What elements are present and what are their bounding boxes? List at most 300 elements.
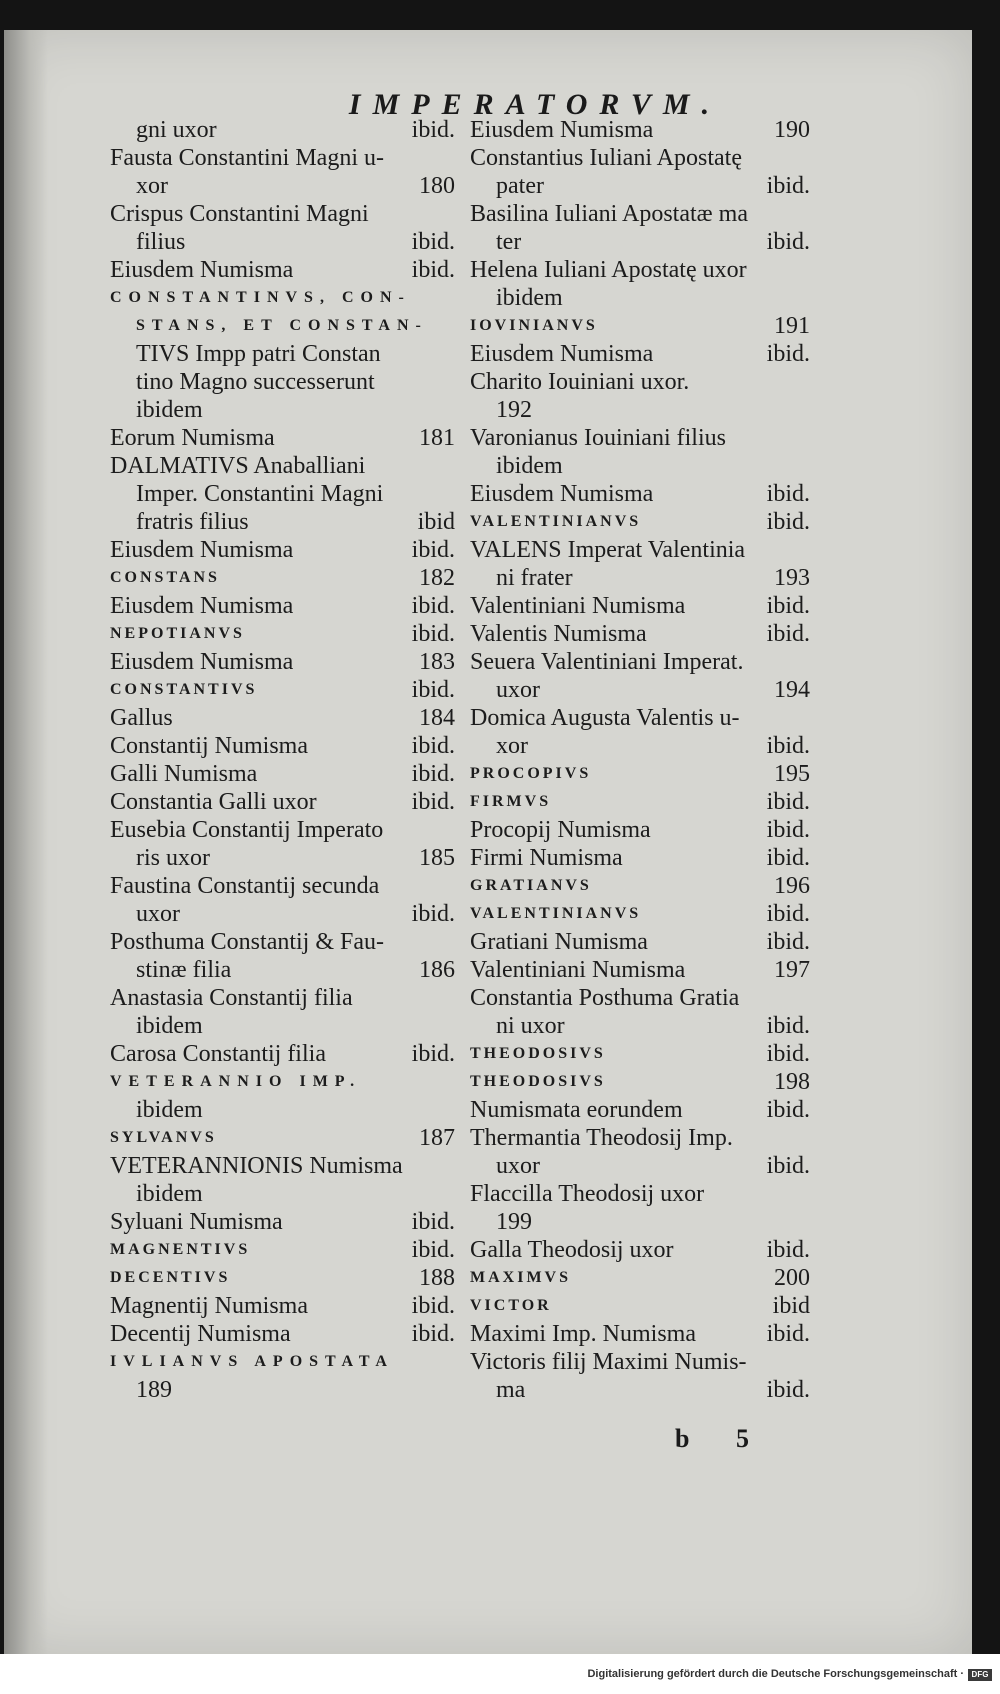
entry-text: THEODOSIVS (470, 1073, 606, 1090)
index-entry (470, 1348, 810, 1404)
page-reference: 182 (419, 565, 455, 591)
entry-text: ibidem (496, 453, 563, 479)
entry-line (470, 1124, 810, 1152)
entry-line (470, 676, 810, 704)
index-entry (110, 256, 455, 284)
index-entry (470, 984, 810, 1040)
index-entry (470, 788, 810, 816)
page-reference: ibid. (766, 901, 810, 927)
page-reference: ibid. (766, 1041, 810, 1067)
entry-line (470, 1292, 810, 1320)
index-entry (110, 928, 455, 984)
index-entry (110, 564, 455, 592)
entry-line (110, 424, 455, 452)
index-entry (110, 1320, 455, 1348)
entry-text: Seuera Valentiniani Imperat. (470, 649, 744, 675)
index-entry (470, 816, 810, 844)
index-entry (110, 1124, 455, 1152)
entry-line (110, 900, 455, 928)
entry-line (110, 396, 455, 424)
entry-line (110, 144, 455, 172)
entry-line (110, 648, 455, 676)
entry-line (110, 1376, 455, 1404)
page-reference: ibid. (766, 817, 810, 843)
entry-text: uxor (496, 1153, 540, 1179)
index-entry (470, 1040, 810, 1068)
entry-text: Varonianus Iouiniani filius (470, 425, 726, 451)
entry-line (110, 1264, 455, 1292)
entry-text: ibidem (136, 1097, 203, 1123)
entry-line (110, 368, 455, 396)
entry-line (110, 1236, 455, 1264)
index-entry (110, 1264, 455, 1292)
page-reference: ibid. (766, 173, 810, 199)
index-entry (110, 1040, 455, 1068)
entry-text: THEODOSIVS (470, 1045, 606, 1062)
index-entry (470, 200, 810, 256)
page-reference: ibid. (766, 845, 810, 871)
index-entry (470, 480, 810, 508)
entry-text: stinæ filia (136, 957, 232, 983)
page-reference: ibid. (411, 593, 455, 619)
entry-text: Anastasia Constantij filia (110, 985, 353, 1011)
entry-line (110, 536, 455, 564)
index-entry (470, 312, 810, 340)
entry-text: Imper. Constantini Magni (136, 481, 384, 507)
entry-line (470, 1264, 810, 1292)
index-entry (110, 424, 455, 452)
entry-text: CONSTANTIVS (110, 681, 258, 698)
page-reference: 191 (774, 313, 810, 339)
entry-text: DALMATIVS Anaballiani (110, 453, 366, 479)
entry-text: Basilina Iuliani Apostatæ ma (470, 201, 748, 227)
index-entry (110, 984, 455, 1040)
index-entry (470, 872, 810, 900)
index-entry (110, 536, 455, 564)
entry-text: GRATIANVS (470, 877, 592, 894)
page-reference: ibid. (766, 1237, 810, 1263)
entry-line (470, 956, 810, 984)
page-reference: 193 (774, 565, 810, 591)
entry-text: Carosa Constantij filia (110, 1041, 326, 1067)
page-reference: ibid (772, 1293, 810, 1319)
entry-text: STANS, ET CONSTAN- (136, 317, 428, 334)
entry-text: Eiusdem Numisma (110, 257, 294, 283)
entry-line (110, 452, 455, 480)
entry-line (470, 564, 810, 592)
index-entry (470, 1124, 810, 1180)
entry-text: xor (136, 173, 168, 199)
page-gutter-shadow (4, 30, 48, 1654)
entry-text: Decentij Numisma (110, 1321, 291, 1347)
entry-text: filius (136, 229, 186, 255)
entry-line (470, 1040, 810, 1068)
page-reference: ibid. (411, 257, 455, 283)
digitization-credit: Digitalisierung gefördert durch die Deutsche Forschungsgemeinschaft · (587, 1668, 964, 1680)
entry-text: ter (496, 229, 522, 255)
entry-line (110, 256, 455, 284)
index-entry (110, 1068, 455, 1124)
index-entry (110, 116, 455, 144)
entry-text: Victoris filij Maximi Numis- (470, 1349, 747, 1375)
index-entry (470, 368, 810, 424)
entry-text: Gratiani Numisma (470, 929, 648, 955)
entry-text: Flaccilla Theodosij uxor (470, 1181, 705, 1207)
entry-text: ris uxor (136, 845, 210, 871)
index-entry (110, 200, 455, 256)
entry-line (470, 760, 810, 788)
page-reference: ibid. (766, 481, 810, 507)
index-entry (110, 732, 455, 760)
entry-line (110, 1124, 455, 1152)
index-entry (470, 620, 810, 648)
index-entry (470, 424, 810, 480)
entry-line (110, 704, 455, 732)
page-reference: ibid. (411, 677, 455, 703)
entry-line (110, 1348, 455, 1376)
entry-line (110, 676, 455, 704)
entry-line (470, 1236, 810, 1264)
running-header: IMPERATORVM. (348, 88, 722, 121)
entry-text: MAGNENTIVS (110, 1241, 251, 1258)
entry-text: Gallus (110, 705, 173, 731)
entry-text: Charito Iouiniani uxor. (470, 369, 690, 395)
page-reference: ibid. (411, 229, 455, 255)
entry-line (470, 1348, 810, 1376)
entry-line (470, 340, 810, 368)
index-entry (110, 1292, 455, 1320)
entry-text: Valentiniani Numisma (470, 593, 686, 619)
entry-text: Constantia Galli uxor (110, 789, 317, 815)
entry-text: Syluani Numisma (110, 1209, 283, 1235)
index-entry (470, 1292, 810, 1320)
index-entry (470, 144, 810, 200)
page-reference: 181 (419, 425, 455, 451)
index-entry (470, 1236, 810, 1264)
page-reference: ibid. (411, 1321, 455, 1347)
index-entry (110, 592, 455, 620)
entry-text: IOVINIANVS (470, 317, 598, 334)
index-entry (110, 788, 455, 816)
entry-text: VALENTINIANVS (470, 513, 642, 530)
entry-text: Valentiniani Numisma (470, 957, 686, 983)
dfg-logo: DFG (968, 1669, 992, 1681)
entry-line (470, 984, 810, 1012)
page-reference: 198 (774, 1069, 810, 1095)
entry-text: Crispus Constantini Magni (110, 201, 369, 227)
page-reference: ibid. (411, 733, 455, 759)
entry-line (110, 1040, 455, 1068)
entry-line (110, 1292, 455, 1320)
page-reference: 187 (419, 1125, 455, 1151)
page-reference: ibid. (411, 1293, 455, 1319)
entry-line (110, 844, 455, 872)
entry-text: Eorum Numisma (110, 425, 275, 451)
page-reference: ibid. (766, 1377, 810, 1403)
page-reference: ibid. (411, 1209, 455, 1235)
entry-text: ibidem (496, 285, 563, 311)
index-entry (110, 816, 455, 872)
entry-text: CONSTANS (110, 569, 220, 586)
entry-text: SYLVANVS (110, 1129, 217, 1146)
entry-line (470, 1152, 810, 1180)
entry-line (470, 284, 810, 312)
entry-line (110, 732, 455, 760)
entry-line (470, 592, 810, 620)
entry-text: Magnentij Numisma (110, 1293, 308, 1319)
page-reference: 190 (774, 117, 810, 143)
page-reference: 196 (774, 873, 810, 899)
entry-text: MAXIMVS (470, 1269, 571, 1286)
entry-line (110, 564, 455, 592)
entry-text: TIVS Impp patri Constan (136, 341, 381, 367)
entry-line (470, 368, 810, 396)
entry-text: FIRMVS (470, 793, 552, 810)
entry-line (470, 172, 810, 200)
entry-text: Constantia Posthuma Gratia (470, 985, 740, 1011)
entry-text: Constantius Iuliani Apostatę (470, 145, 742, 171)
entry-line (110, 620, 455, 648)
index-entry (470, 256, 810, 312)
index-entry (110, 872, 455, 928)
entry-text: Faustina Constantij secunda (110, 873, 380, 899)
index-entry (470, 648, 810, 704)
page-reference: ibid. (411, 901, 455, 927)
right-column (470, 116, 810, 1404)
index-entry (110, 648, 455, 676)
entry-text: Firmi Numisma (470, 845, 623, 871)
page-reference: ibid. (766, 929, 810, 955)
entry-text: gni uxor (136, 117, 217, 143)
entry-line (110, 116, 455, 144)
entry-line (470, 424, 810, 452)
entry-text: Eiusdem Numisma (470, 117, 654, 143)
page-reference: 180 (419, 173, 455, 199)
entry-text: Maximi Imp. Numisma (470, 1321, 696, 1347)
entry-line (470, 844, 810, 872)
index-entry (470, 536, 810, 592)
entry-text: ni uxor (496, 1013, 565, 1039)
page-reference: ibid. (766, 733, 810, 759)
entry-text: ibidem (136, 397, 203, 423)
entry-text: VETERANNIONIS Numisma (110, 1153, 403, 1179)
entry-text: Helena Iuliani Apostatę uxor (470, 257, 747, 283)
entry-line (470, 396, 810, 424)
entry-line (110, 592, 455, 620)
entry-line (470, 620, 810, 648)
left-column (110, 116, 455, 1404)
index-entry (470, 340, 810, 368)
entry-text: 199 (496, 1209, 532, 1235)
entry-line (470, 788, 810, 816)
signature-mark: b 5 (675, 1424, 769, 1453)
page-reference: ibid. (411, 621, 455, 647)
entry-line (470, 1376, 810, 1404)
entry-text: Numismata eorundem (470, 1097, 683, 1123)
entry-line (110, 1012, 455, 1040)
entry-line (110, 1068, 455, 1096)
page-reference: 183 (419, 649, 455, 675)
entry-text: VETERANNIO IMP. (110, 1073, 362, 1090)
index-entry (470, 760, 810, 788)
entry-line (470, 1096, 810, 1124)
entry-text: 192 (496, 397, 532, 423)
page-reference: 194 (774, 677, 810, 703)
entry-line (470, 928, 810, 956)
entry-text: VALENS Imperat Valentinia (470, 537, 746, 563)
page-reference: ibid. (411, 1237, 455, 1263)
page-reference: ibid. (766, 341, 810, 367)
entry-text: VALENTINIANVS (470, 905, 642, 922)
entry-line (470, 900, 810, 928)
entry-line (470, 200, 810, 228)
entry-line (470, 1068, 810, 1096)
entry-text: Eiusdem Numisma (470, 481, 654, 507)
page-reference: 200 (774, 1265, 810, 1291)
page-reference: ibid (417, 509, 455, 535)
entry-text: Galla Theodosij uxor (470, 1237, 674, 1263)
entry-text: Fausta Constantini Magni u- (110, 145, 384, 171)
entry-line (110, 200, 455, 228)
entry-text: pater (496, 173, 544, 199)
entry-line (110, 928, 455, 956)
page-reference: ibid. (766, 509, 810, 535)
entry-line (470, 648, 810, 676)
entry-text: xor (496, 733, 528, 759)
index-entry (470, 1264, 810, 1292)
index-entry (470, 1096, 810, 1124)
page-reference: ibid. (766, 1321, 810, 1347)
entry-line (110, 340, 455, 368)
index-entry (110, 144, 455, 200)
index-entry (470, 1180, 810, 1236)
entry-text: Constantij Numisma (110, 733, 308, 759)
entry-line (470, 480, 810, 508)
page-reference: ibid. (766, 621, 810, 647)
entry-line (470, 116, 810, 144)
page-reference: ibid. (411, 537, 455, 563)
page-reference: ibid. (766, 789, 810, 815)
entry-line (110, 816, 455, 844)
entry-line (110, 480, 455, 508)
index-entry (470, 928, 810, 956)
index-entry (470, 704, 810, 760)
index-entry (110, 1236, 455, 1264)
page-reference: 197 (774, 957, 810, 983)
page-reference: ibid. (766, 1153, 810, 1179)
entry-text: VICTOR (470, 1297, 552, 1314)
index-entry (110, 704, 455, 732)
entry-text: uxor (496, 677, 540, 703)
entry-line (470, 144, 810, 172)
index-entry (110, 1208, 455, 1236)
page-reference: ibid. (411, 1041, 455, 1067)
entry-line (110, 312, 455, 340)
page-reference: ibid. (411, 117, 455, 143)
entry-line (470, 1180, 810, 1208)
index-entry (110, 760, 455, 788)
entry-text: tino Magno successerunt (136, 369, 375, 395)
entry-line (470, 452, 810, 480)
entry-line (110, 172, 455, 200)
entry-line (110, 508, 455, 536)
page-reference: 184 (419, 705, 455, 731)
entry-line (470, 1208, 810, 1236)
entry-line (470, 816, 810, 844)
page-reference: ibid. (766, 593, 810, 619)
entry-text: ni frater (496, 565, 573, 591)
page-reference: ibid. (766, 1097, 810, 1123)
entry-line (470, 228, 810, 256)
entry-line (470, 508, 810, 536)
entry-line (110, 872, 455, 900)
entry-text: Galli Numisma (110, 761, 258, 787)
index-entry (110, 1348, 455, 1404)
index-entry (110, 676, 455, 704)
page-reference: ibid. (766, 229, 810, 255)
entry-text: CONSTANTINVS, CON- (110, 289, 411, 306)
entry-text: NEPOTIANVS (110, 625, 245, 642)
index-entry (470, 844, 810, 872)
entry-line (110, 760, 455, 788)
entry-line (110, 1096, 455, 1124)
index-entry (470, 1320, 810, 1348)
entry-text: ibidem (136, 1013, 203, 1039)
entry-text: fratris filius (136, 509, 249, 535)
entry-text: ibidem (136, 1181, 203, 1207)
entry-text: Valentis Numisma (470, 621, 647, 647)
entry-text: Eiusdem Numisma (470, 341, 654, 367)
entry-line (470, 732, 810, 760)
entry-text: Posthuma Constantij & Fau- (110, 929, 385, 955)
entry-line (470, 1320, 810, 1348)
index-entry (470, 1068, 810, 1096)
index-entry (110, 452, 455, 536)
index-entry (110, 1152, 455, 1208)
entry-text: IVLIANVS APOSTATA (110, 1353, 394, 1370)
entry-text: PROCOPIVS (470, 765, 592, 782)
page-reference: ibid. (411, 789, 455, 815)
entry-line (470, 1012, 810, 1040)
entry-line (110, 228, 455, 256)
page-reference: 186 (419, 957, 455, 983)
page-reference: ibid. (411, 761, 455, 787)
entry-line (110, 984, 455, 1012)
page-reference: 195 (774, 761, 810, 787)
index-entry (470, 900, 810, 928)
entry-text: Thermantia Theodosij Imp. (470, 1125, 733, 1151)
entry-line (110, 1180, 455, 1208)
entry-line (470, 704, 810, 732)
entry-text: Domica Augusta Valentis u- (470, 705, 740, 731)
entry-text: DECENTIVS (110, 1269, 231, 1286)
entry-line (470, 536, 810, 564)
page-reference: ibid. (766, 1013, 810, 1039)
entry-text: Eiusdem Numisma (110, 649, 294, 675)
entry-line (110, 1320, 455, 1348)
page-reference: 185 (419, 845, 455, 871)
index-entry (470, 508, 810, 536)
entry-line (110, 1208, 455, 1236)
index-entry (110, 620, 455, 648)
entry-text: Eusebia Constantij Imperato (110, 817, 384, 843)
entry-text: uxor (136, 901, 180, 927)
index-entry (110, 284, 455, 424)
entry-text: 189 (136, 1377, 172, 1403)
entry-line (470, 312, 810, 340)
entry-line (110, 1152, 455, 1180)
entry-line (470, 872, 810, 900)
